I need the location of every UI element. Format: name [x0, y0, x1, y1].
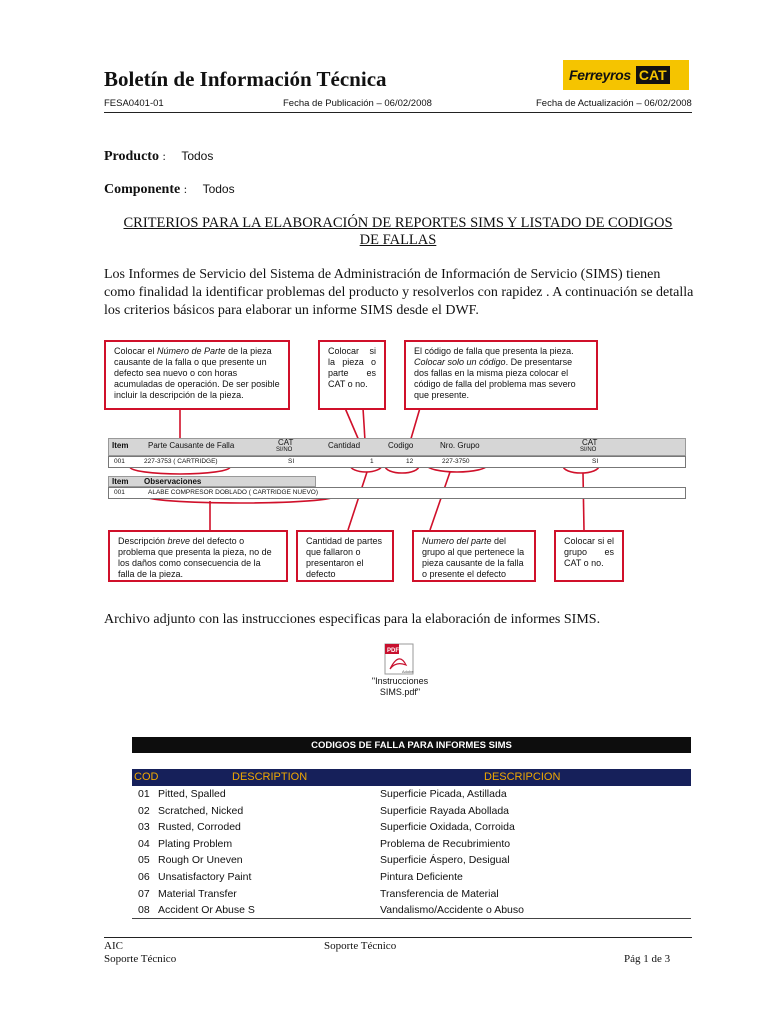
description-es-cell: Problema de Recubrimiento	[380, 837, 511, 850]
pdf-caption-line-1: "Instrucciones	[371, 676, 429, 686]
pdf-file-icon[interactable]	[384, 643, 414, 675]
footer-center: Soporte Técnico	[324, 940, 397, 952]
logo-brand-text: Ferreyros	[569, 67, 631, 83]
description-es-cell: Transferencia de Material	[380, 887, 499, 900]
update-date: Fecha de Actualización – 06/02/2008	[536, 98, 692, 109]
callout-text: El código de falla que presenta la pieza.	[414, 346, 574, 356]
description-en-cell: Unsatisfactory Paint	[158, 871, 252, 883]
footer-divider	[104, 937, 692, 938]
pdf-icon-sub: Adobe	[402, 669, 414, 674]
callout-emphasis: breve	[167, 536, 191, 546]
code-cell: 04	[138, 837, 150, 850]
col-cod: COD	[134, 771, 159, 783]
form-h-cat2: CAT	[582, 438, 598, 447]
form-r-codigo: 12	[406, 458, 414, 465]
codes-table-row	[132, 787, 691, 804]
callout-text: . De presentarse dos fallas en la misma pieza colocar el código de falla del problema mas severo que presente.	[414, 357, 576, 400]
producto-colon: :	[162, 149, 166, 163]
form-r-grupo: 227-3750	[442, 458, 470, 465]
form-r2-item: 001	[114, 489, 125, 496]
callout-group-number	[412, 530, 536, 582]
callout-cat-group: Colocar si el grupo es CAT o no.	[554, 530, 624, 582]
codes-table-row	[132, 870, 691, 887]
description-es-cell: Pintura Deficiente	[380, 871, 463, 883]
ferreyros-cat-logo	[563, 60, 689, 90]
form-r-cantidad: 1	[370, 458, 374, 465]
callout-text: del grupo al que pertenece la pieza causante de la falla o presente el defecto	[422, 536, 525, 579]
componente-field	[104, 182, 235, 198]
code-cell: 03	[138, 821, 150, 834]
form-h-codigo: Codigo	[388, 441, 414, 450]
description-es-cell: Vandalismo/Accidente o Abuso	[380, 904, 524, 917]
codes-table-header	[132, 769, 691, 786]
description-en-cell: Accident Or Abuse S	[158, 904, 255, 917]
callout-quantity: Cantidad de partes que fallaron o presentaron el defecto	[296, 530, 394, 582]
codes-table-row	[132, 837, 691, 854]
callout-description	[108, 530, 288, 582]
section-title-line-2: DE FALLAS	[359, 232, 437, 248]
form-r-cat: SI	[288, 458, 295, 465]
description-es-cell: Superficie Oxidada, Corroida	[380, 821, 515, 834]
componente-value: Todos	[202, 182, 235, 196]
form-r-cat2: SI	[592, 458, 599, 465]
form-h-cantidad: Cantidad	[328, 441, 361, 450]
form-h-grupo: Nro. Grupo	[440, 441, 480, 450]
codes-table-bottom-rule	[132, 918, 691, 919]
form-r2-obs: ALABE COMPRESOR DOBLADO ( CARTRIDGE NUEVO)	[148, 489, 318, 496]
code-cell: 08	[138, 904, 150, 917]
componente-colon: :	[183, 182, 188, 196]
footer-left-1: AIC	[104, 940, 123, 952]
code-cell: 02	[138, 804, 150, 817]
codes-table-title: CODIGOS DE FALLA PARA INFORMES SIMS	[132, 737, 691, 753]
pdf-caption-line-2: SIMS.pdf"	[379, 687, 421, 697]
form-h2-obs: Observaciones	[144, 477, 202, 486]
codes-table-row	[132, 853, 691, 870]
producto-field	[104, 149, 213, 165]
description-en-cell: Scratched, Nicked	[158, 804, 244, 817]
callout-emphasis: Colocar solo un código	[414, 357, 506, 367]
codes-table-row	[132, 820, 691, 837]
producto-value: Todos	[181, 149, 214, 163]
callout-fault-code	[404, 340, 598, 410]
form-obs-header-row	[108, 476, 316, 487]
document-title: Boletín de Información Técnica	[104, 67, 387, 91]
callout-part-number	[104, 340, 290, 410]
form-r-item: 001	[114, 458, 125, 465]
codes-table-row	[132, 887, 691, 904]
description-en-cell: Plating Problem	[158, 837, 233, 850]
callout-text: del defecto o problema que presenta la pieza, no de los daños como consecuencia de la falla de la pieza.	[118, 536, 272, 579]
footer-left-2: Soporte Técnico	[104, 953, 177, 965]
description-en-cell: Material Transfer	[158, 887, 237, 900]
form-h-parte: Parte Causante de Falla	[148, 441, 235, 450]
header-divider	[104, 112, 692, 113]
section-title-line-1: CRITERIOS PARA LA ELABORACIÓN DE REPORTES SIMS Y LISTADO DE CODIGOS	[123, 215, 673, 231]
publication-date: Fecha de Publicación – 06/02/2008	[283, 98, 432, 109]
intro-paragraph: Los Informes de Servicio del Sistema de Administración de Información de Servicio (SIMS) tienen como finalidad la identificar problemas del producto y resolverlos con rapidez . A continuación se detalla los criterios básicos para elaborar un informe SIMS desde el DWF.	[104, 267, 694, 318]
footer-page-number: Pág 1 de 3	[624, 953, 671, 965]
producto-label: Producto	[104, 149, 159, 164]
sims-annotated-diagram	[100, 335, 694, 605]
section-title	[104, 215, 692, 249]
code-cell: 01	[138, 788, 150, 800]
description-en-cell: Pitted, Spalled	[158, 788, 226, 800]
callout-text: Descripción	[118, 536, 168, 546]
code-cell: 06	[138, 871, 150, 883]
description-en-cell: Rough Or Uneven	[158, 854, 243, 867]
col-description-es: DESCRIPCION	[484, 771, 561, 783]
code-cell: 05	[138, 854, 150, 867]
sims-sample-form	[108, 438, 692, 500]
form-h-cat: CAT	[278, 438, 294, 447]
form-h-sino2: SI/NO	[580, 447, 597, 453]
description-es-cell: Superficie Picada, Astillada	[380, 788, 507, 800]
pdf-file-caption[interactable]	[352, 676, 448, 698]
callout-text: Colocar el	[114, 346, 158, 356]
description-en-cell: Rusted, Corroded	[158, 821, 241, 834]
description-es-cell: Superficie Rayada Abollada	[380, 804, 510, 817]
form-h2-item: Item	[112, 477, 129, 486]
callout-emphasis: Numero del parte	[422, 536, 492, 546]
code-cell: 07	[138, 887, 150, 900]
callout-text: de la pieza causante de la falla o que presente un defecto sea nuevo o con horas acumuladas de operación. De ser posible incluir la descripción de la pieza.	[114, 346, 280, 400]
componente-label: Componente	[104, 182, 181, 197]
col-description-en: DESCRIPTION	[232, 771, 308, 783]
pdf-icon-label: PDF	[387, 648, 399, 654]
form-h-item: Item	[112, 441, 129, 450]
codes-table-row	[132, 804, 691, 821]
document-id: FESA0401-01	[104, 98, 164, 109]
form-r-parte: 227-3753 ( CARTRIDGE)	[144, 458, 218, 465]
form-h-sino: SI/NO	[276, 447, 293, 453]
callout-emphasis: Número de Parte	[157, 346, 226, 356]
logo-cat-text: CAT	[636, 66, 670, 84]
attachment-text: Archivo adjunto con las instrucciones especificas para la elaboración de informes SIMS.	[104, 612, 601, 627]
callout-cat-part: Colocar si la pieza o parte es CAT o no.	[318, 340, 386, 410]
description-es-cell: Superficie Áspero, Desigual	[380, 854, 510, 867]
